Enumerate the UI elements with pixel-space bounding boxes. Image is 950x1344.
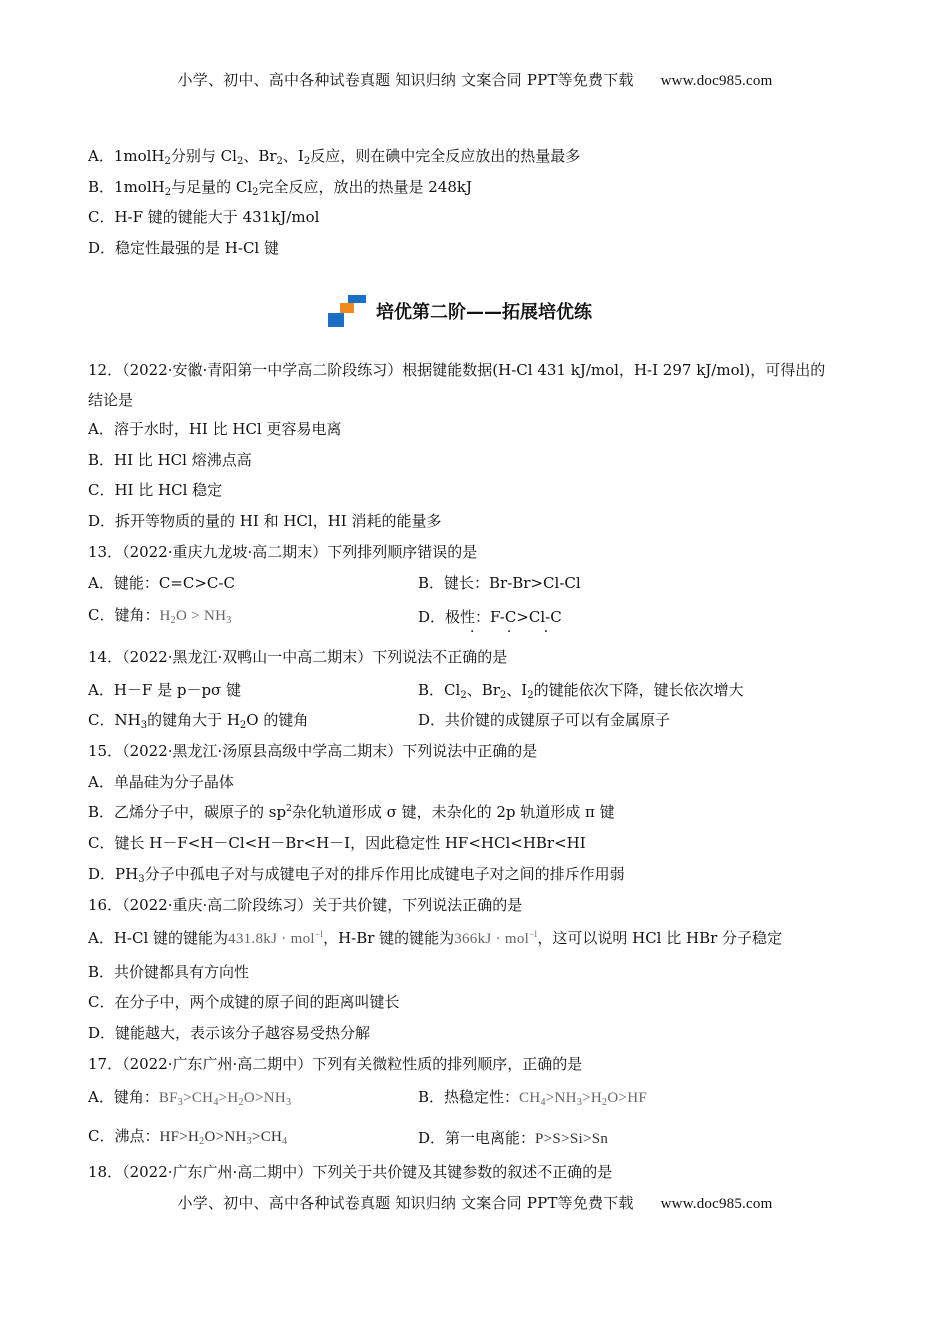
q17d-formula: P>S>Si>Sn bbox=[535, 1131, 609, 1147]
q13-option-c[interactable]: C．键角：$H_2O > NH_3$ bbox=[88, 606, 232, 626]
section-logo-icon bbox=[328, 293, 368, 329]
q13-option-a[interactable]: A．键能：C=C>C-C bbox=[88, 574, 235, 592]
q17-option-d[interactable]: D．第一电离能：P>S>Si>Sn bbox=[418, 1129, 609, 1147]
q17c-formula: $HF>H_2O>NH_3>CH_4$ bbox=[159, 1129, 288, 1147]
q11-option-c[interactable]: C．H-F 键的键能大于 431kJ/mol bbox=[88, 208, 320, 226]
q14-stem: 14．（2022·黑龙江·双鸭山一中高二期末）下列说法不正确的是 bbox=[88, 648, 508, 666]
q14-option-a[interactable]: A．H－F 是 p－pσ 键 bbox=[88, 681, 242, 699]
q13-stem: 13．（2022·重庆九龙坡·高二期末）下列排列顺序错误的是 bbox=[88, 543, 478, 561]
page-footer bbox=[0, 1192, 950, 1213]
q16-option-b[interactable]: B．共价键都具有方向性 bbox=[88, 963, 250, 981]
q16-option-d[interactable]: D．键能越大，表示该分子越容易受热分解 bbox=[88, 1024, 371, 1042]
q17-option-c[interactable]: C．沸点：$HF>H_2O>NH_3>CH_4$ bbox=[88, 1127, 288, 1147]
q11-option-b[interactable]: B．1molH$_2$与足量的 $Cl_2$完全反应，放出的热量是 248kJ bbox=[88, 178, 473, 198]
q14-option-c[interactable]: C．$NH_3$的键角大于 $H_2O$ 的键角 bbox=[88, 711, 309, 731]
q17-stem: 17．（2022·广东广州·高二期中）下列有关微粒性质的排列顺序，正确的是 bbox=[88, 1055, 583, 1073]
q16-energy-hcl: 431.8kJ · mol$^{-l}$ bbox=[228, 929, 324, 947]
q15-stem: 15．（2022·黑龙江·汤原县高级中学高二期末）下列说法中正确的是 bbox=[88, 742, 538, 760]
q12-option-a[interactable]: A．溶于水时，HI 比 HCl 更容易电离 bbox=[88, 420, 342, 438]
q12-option-d[interactable]: D．拆开等物质的量的 HI 和 HCl，HI 消耗的能量多 bbox=[88, 512, 442, 530]
q15-option-b[interactable]: B．乙烯分子中，碳原子的 $sp^2$杂化轨道形成 σ 键，未杂化的 2p 轨道形成 π 键 bbox=[88, 803, 615, 821]
q17-option-b[interactable]: B．热稳定性：$CH_4>NH_3>H_2O>HF$ bbox=[418, 1088, 648, 1108]
q16-option-c[interactable]: C．在分子中，两个成键的原子间的距离叫键长 bbox=[88, 993, 400, 1011]
header-url[interactable]: www.doc985.com bbox=[660, 73, 773, 89]
q11-option-a[interactable]: A．1molH$_2$分别与 $Cl_2$、$Br_2$、$I_2$反应，则在碘中完全反应放出的热量最多 bbox=[88, 147, 581, 167]
q16-option-a[interactable]: A．H-Cl 键的键能为431.8kJ · mol$^{-l}$，H-Br 键的键能为366kJ · mol$^{-l}$，这可以说明 HCl 比 HBr 分子稳定 bbox=[88, 929, 783, 947]
section-heading bbox=[328, 293, 592, 329]
q14-option-d[interactable]: D．共价键的成键原子可以有金属原子 bbox=[418, 711, 671, 729]
q17-option-a[interactable]: A．键角：$BF_3>CH_4>H_2O>NH_3$ bbox=[88, 1088, 292, 1108]
q15-option-a[interactable]: A．单晶硅为分子晶体 bbox=[88, 773, 234, 791]
q15-option-d[interactable]: D．$PH_3$分子中孤电子对与成键电子对的排斥作用比成键电子对之间的排斥作用弱 bbox=[88, 865, 625, 885]
q12-option-c[interactable]: C．HI 比 HCl 稳定 bbox=[88, 481, 223, 499]
q16-energy-hbr: 366kJ · mol$^{-l}$ bbox=[454, 929, 538, 947]
footer-text: 小学、初中、高中各种试卷真题 知识归纳 文案合同 PPT等免费下载 bbox=[177, 1194, 634, 1212]
q13-formula: $H_2O > NH_3$ bbox=[159, 608, 232, 626]
q15-option-c[interactable]: C．键长 H－F<H－Cl<H－Br<H－I，因此稳定性 HF<HCl<HBr<HI bbox=[88, 834, 586, 852]
q17a-formula: $BF_3>CH_4>H_2O>NH_3$ bbox=[158, 1090, 292, 1108]
emphasis-dots: · · · bbox=[470, 624, 563, 640]
q16-stem: 16．（2022·重庆·高二阶段练习）关于共价键，下列说法正确的是 bbox=[88, 896, 523, 914]
section-title: 培优第二阶——拓展培优练 bbox=[376, 302, 592, 323]
q13-option-d[interactable]: D．极性：F-C>Cl-C bbox=[418, 608, 562, 626]
page-header bbox=[0, 69, 950, 90]
q12-stem: 12．（2022·安徽·青阳第一中学高二阶段练习）根据键能数据(H-Cl 431 kJ/mol，H-I 297 kJ/mol)，可得出的 bbox=[88, 361, 826, 379]
footer-url[interactable]: www.doc985.com bbox=[660, 1196, 773, 1212]
q13-option-b[interactable]: B．键长：Br-Br>Cl-Cl bbox=[418, 574, 581, 592]
q12-option-b[interactable]: B．HI 比 HCl 熔沸点高 bbox=[88, 451, 252, 469]
q17b-formula: $CH_4>NH_3>H_2O>HF$ bbox=[519, 1090, 648, 1108]
q14-option-b[interactable]: B．$Cl_2$、$Br_2$、$I_2$的键能依次下降，键长依次增大 bbox=[418, 681, 744, 701]
q12-stem-cont: 结论是 bbox=[88, 391, 134, 409]
header-text: 小学、初中、高中各种试卷真题 知识归纳 文案合同 PPT等免费下载 bbox=[177, 71, 634, 89]
q11-option-d[interactable]: D．稳定性最强的是 H-Cl 键 bbox=[88, 239, 279, 257]
q18-stem: 18．（2022·广东广州·高二期中）下列关于共价键及其键参数的叙述不正确的是 bbox=[88, 1163, 613, 1181]
